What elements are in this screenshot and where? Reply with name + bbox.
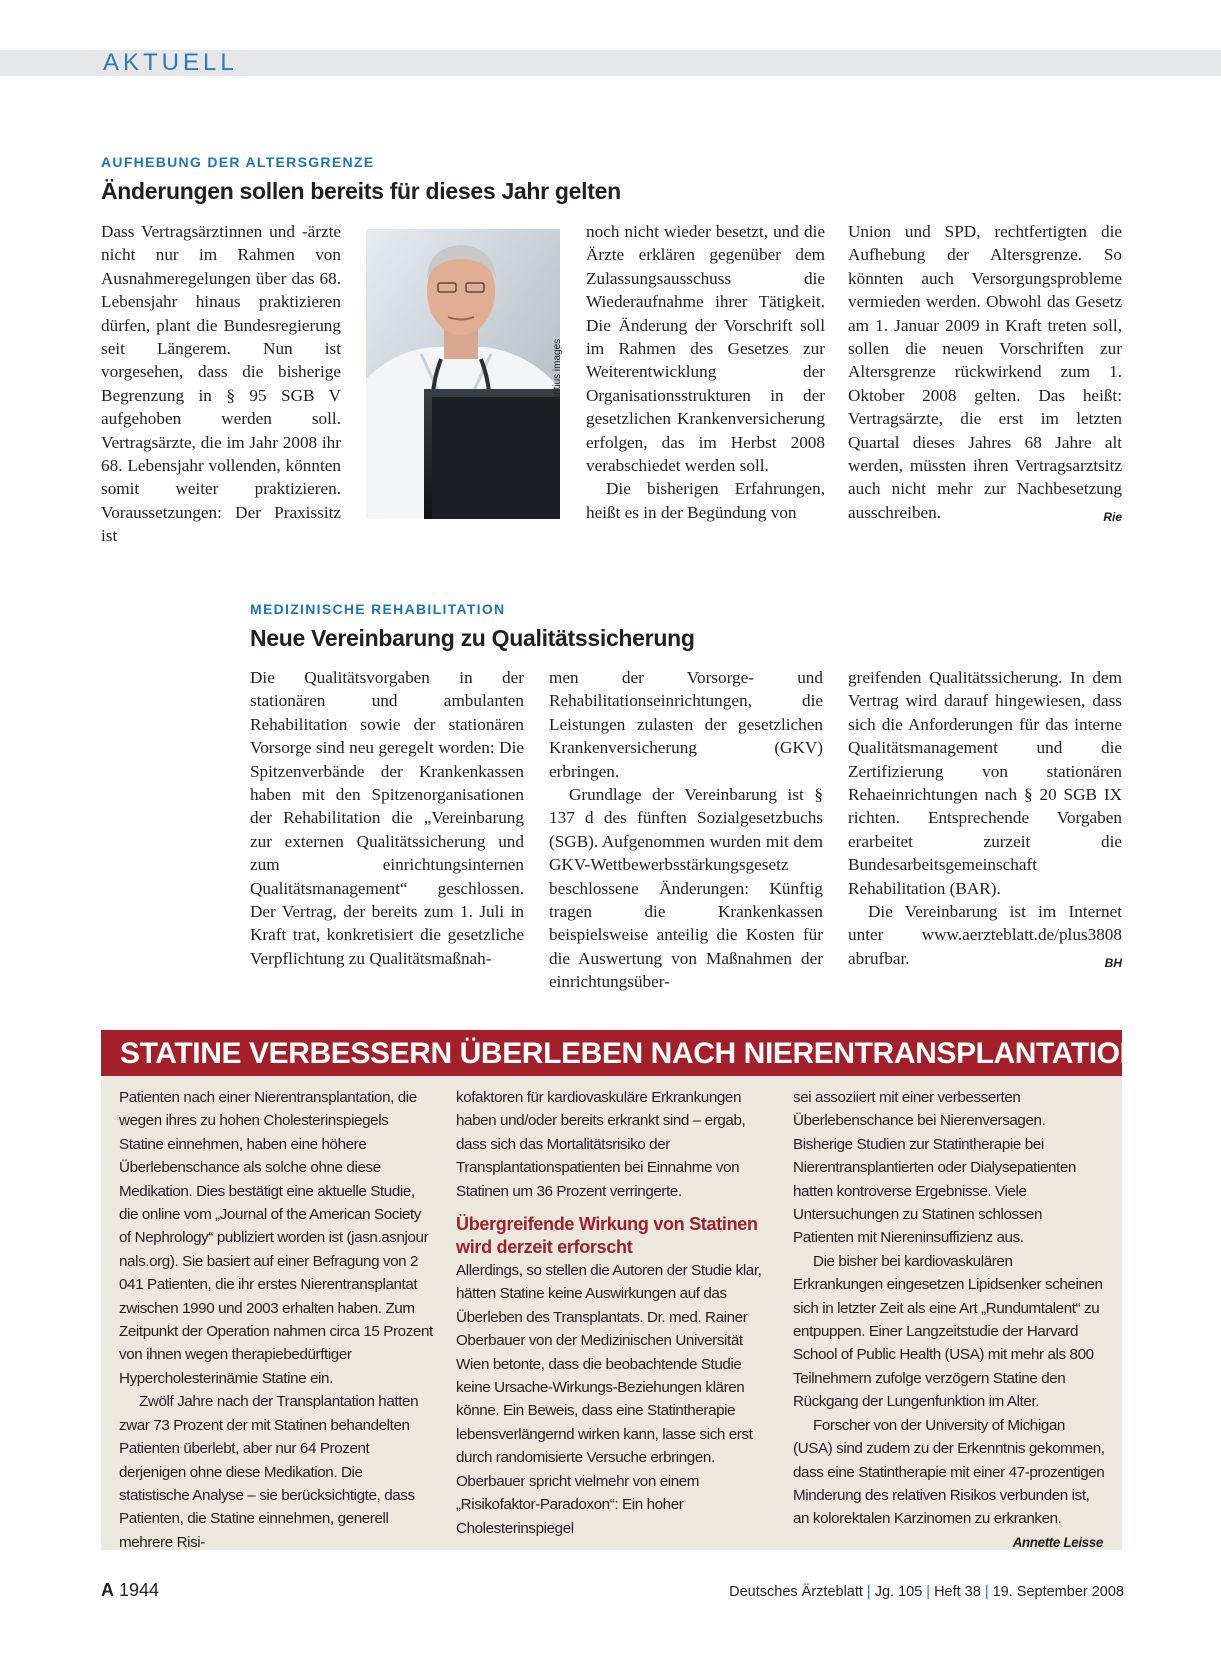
info-box-title: STATINE VERBESSERN ÜBERLEBEN NACH NIERENTRANSPLANTATION [120,1037,1141,1070]
article2-col3-paragraph-1: greifenden Qualitätssicherung. In dem Vertrag wird darauf hingewiesen, dass sich die Anforderungen für das interne Qualitätsmanagement und die Zertifizierung von stationären Rehaeinrichtungen nach § 20 SGB IX richten. Entsprechende Vorgaben erarbeitet zurzeit die Bundesarbeitsgemeinschaft Rehabilitation (BAR). [848,668,1122,898]
separator: | [984,1584,989,1600]
box-col3-body: Forscher von der University of Michigan (USA) sind zudem zu der Erkenntnis gekommen, dass eine Statintherapie mit einer 47-prozentigen Minderung des relativen Risikos verbunden ist, an kolorektalen Karzinomen zu erkranken. [793,1416,1105,1528]
article1-kicker: AUFHEBUNG DER ALTERSGRENZE [101,154,375,170]
box-column-2 [456,1086,770,1540]
article2-col3-body: Die Vereinbarung ist im Internet unter www.aerzteblatt.de/plus3808 abrufbar. [848,902,1122,968]
article2-col1-text: Die Qualitätsvorgaben in der stationären und ambulanten Rehabilitation sowie der stationären Vorsorge sind neu geregelt worden: Die Spitzenverbände der Krankenkassen haben mit den Spitzenorganisationen der Rehabilitation die „Vereinbarung zur externen Qualitätssicherung und zum einrichtungsinternen Qualitätsmanagement“ geschlossen. Der Vertrag, der bereits zum 1. Juli in Kraft trat, konkretisiert die gesetzliche Verpflichtung zu Qualitätsmaßnah- [250,668,524,968]
article1-col3-text [848,220,1122,524]
article1-col2-paragraph-1: noch nicht wieder besetzt, und die Ärzte erklären gegenüber dem Zulassungsausschuss die Wiederaufnahme ihrer Tätigkeit. Die Änderung der Vorschrift soll im Rahmen des Gesetzes zur Weiterentwicklung der Organisationsstrukturen in der gesetzlichen Krankenversicherung erfolgen, das im Herbst 2008 verabschiedet werden soll. [586,222,825,476]
page-prefix: A [101,1580,114,1600]
journal-issue: Heft 38 [934,1584,981,1600]
box-author: Annette Leisse [1012,1534,1103,1550]
article1-headline: Änderungen sollen bereits für dieses Jahr gelten [101,178,621,204]
box-col2-paragraph-2: Allerdings, so stellen die Autoren der Studie klar, hätten Statine keine Auswirkungen auf das Überleben des Transplantats. Dr. med. Rainer Oberbauer von der Medizinischen Universität Wien betonte, dass die beobachtende Studie keine Ursache-Wirkungs-Beziehungen klären könne. Ein Beweis, dass eine Statintherapie lebensverlängernd wirken kann, lasse sich erst durch randomisierte Versuche erbringen. Oberbauer spricht vielmehr von einem „Risikofaktor-Paradoxon“: Ein hoher Cholesterinspiegel [456,1262,762,1537]
article1-col3-body: Union und SPD, rechtfertigten die Aufhebung der Altersgrenze. So könnten auch Versorgungsprobleme vermieden werden. Obwohl das Gesetz am 1. Januar 2009 in Kraft treten soll, sollen die neuen Vorschriften zur Altersgrenze rückwirkend zum 1. Oktober 2008 gelten. Das heißt: Vertragsärzte, die erst im letzten Quartal dieses Jahres 68 Jahre alt werden, müssten ihren Vertragsarztsitz auch nicht mehr zur Nachbesetzung ausschreiben. [848,222,1122,522]
journal-info [729,1584,1124,1600]
box-column-1 [119,1086,433,1554]
article2-col3-paragraph-2 [848,900,1122,970]
box-col1-paragraph-1: Patienten nach einer Nierentransplantation, die wegen ihres zu hohen Cholesterinspiegels Statine einnehmen, haben eine höhere Überlebenschance als solche ohne diese Medikation. Dies bestätigt eine aktuelle Studie, die online vom „Journal of the American Society of Nephrology“ publiziert worden ist (jasn.asnjour nals.org). Sie basiert auf einer Befragung von 2 041 Patienten, die ihr erstes Nierentransplantat zwischen 1990 und 2003 erhalten haben. Zum Zeitpunkt der Operation nahmen circa 15 Prozent von ihnen wegen therapiebedürftiger Hypercholesterinämie Statine ein. [119,1089,433,1387]
journal-name: Deutsches Ärzteblatt [729,1584,863,1600]
article2-kicker: MEDIZINISCHE REHABILITATION [250,601,506,617]
box-col1-paragraph-2: Zwölf Jahre nach der Transplantation hatten zwar 73 Prozent der mit Statinen behandelten Patienten überlebt, aber nur 64 Prozent derjenigen ohne diese Medikation. Die statistische Analyse – sie berücksichtigte, dass Patienten, die Statine einnehmen, generell mehrere Risi- [119,1393,419,1551]
journal-date: 19. September 2008 [992,1584,1124,1600]
box-col3-paragraph-3 [793,1414,1105,1550]
article1-author: Rie [1103,509,1122,524]
article1-col1-text: Dass Vertragsärztinnen und -ärzte nicht nur im Rahmen von Ausnahmeregelungen über das 68. Lebensjahr hinaus praktizieren dürfen, plant die Bundesregierung seit Längerem. Nun ist vorgesehen, dass die bisherige Begrenzung in § 95 SGB V aufgehoben werden soll. Vertragsärzte, die im Jahr 2008 ihr 68. Lebensjahr vollenden, könnten somit weiter praktizieren. Voraussetzungen: Der Praxissitz ist [101,222,341,546]
article2-column-3 [848,666,1122,975]
photo-credit: Foto: mauritius images [552,338,563,440]
article1-column-2 [586,220,825,524]
article1-column-3 [848,220,1122,529]
separator: | [926,1584,931,1600]
doctor-photo [366,229,560,519]
doctor-photo-image [366,229,560,519]
box-col3-paragraph-2: Die bisher bei kardiovaskulären Erkrankungen eingesetzen Lipidsenker scheinen sich in letzter Zeit als eine Art „Rundumtalent“ zu entpuppen. Einer Langzeitstudie der Harvard School of Public Health (USA) mit mehr als 800 Teilnehmern zufolge verzögern Statine den Rückgang der Lungenfunktion im Alter. [793,1252,1103,1411]
box-col3-paragraph-1: sei assoziiert mit einer verbesserten Überlebenschance bei Nierenversagen. Bisherige Studien zur Statintherapie bei Nierentransplantierten oder Dialysepatienten hatten kontroverse Ergebnisse. Viele Untersuchungen zu Statinen schlossen Patienten mit Niereninsuffizienz aus. [793,1089,1076,1247]
article2-col2-paragraph-1: men der Vorsorge- und Rehabilitationseinrichtungen, die Leistungen zulasten der gesetzlichen Krankenversicherung (GKV) erbringen. [549,668,823,781]
article1-col2-paragraph-2: Die bisherigen Erfahrungen, heißt es in der Begündung von [586,479,825,522]
article2-author: BH [1104,955,1122,970]
box-col2-paragraph-1: kofaktoren für kardiovaskuläre Erkrankungen haben und/oder bereits erkrankt sind – ergab, dass sich das Mortalitätsrisiko der Transplantationspatienten bei Einnahme von Statinen um 36 Prozent verringerte. [456,1089,746,1200]
article2-column-1 [250,666,524,970]
page-number [101,1580,159,1601]
box-column-3 [793,1086,1105,1554]
article2-col2-paragraph-2: Grundlage der Vereinbarung ist § 137 d des fünften Sozialgesetzbuchs (SGB). Aufgenommen wurden mit dem GKV-Wettbewerbsstärkungsgesetz beschlossene Änderungen: Künftig tragen die Krankenkassen beispielsweise anteilig die Kosten für die Auswertung von Maßnahmen der einrichtungsüber- [549,785,823,992]
article2-headline: Neue Vereinbarung zu Qualitätssicherung [250,625,695,651]
box-subhead: Übergreifende Wirkung von Statinen wird derzeit erforscht [456,1214,758,1258]
section-label: AKTUELL [103,49,238,76]
article2-column-2 [549,666,823,994]
journal-volume: Jg. 105 [874,1584,923,1600]
page-number-value: 1944 [119,1580,160,1600]
article1-column-1 [101,220,341,548]
separator: | [866,1584,871,1600]
